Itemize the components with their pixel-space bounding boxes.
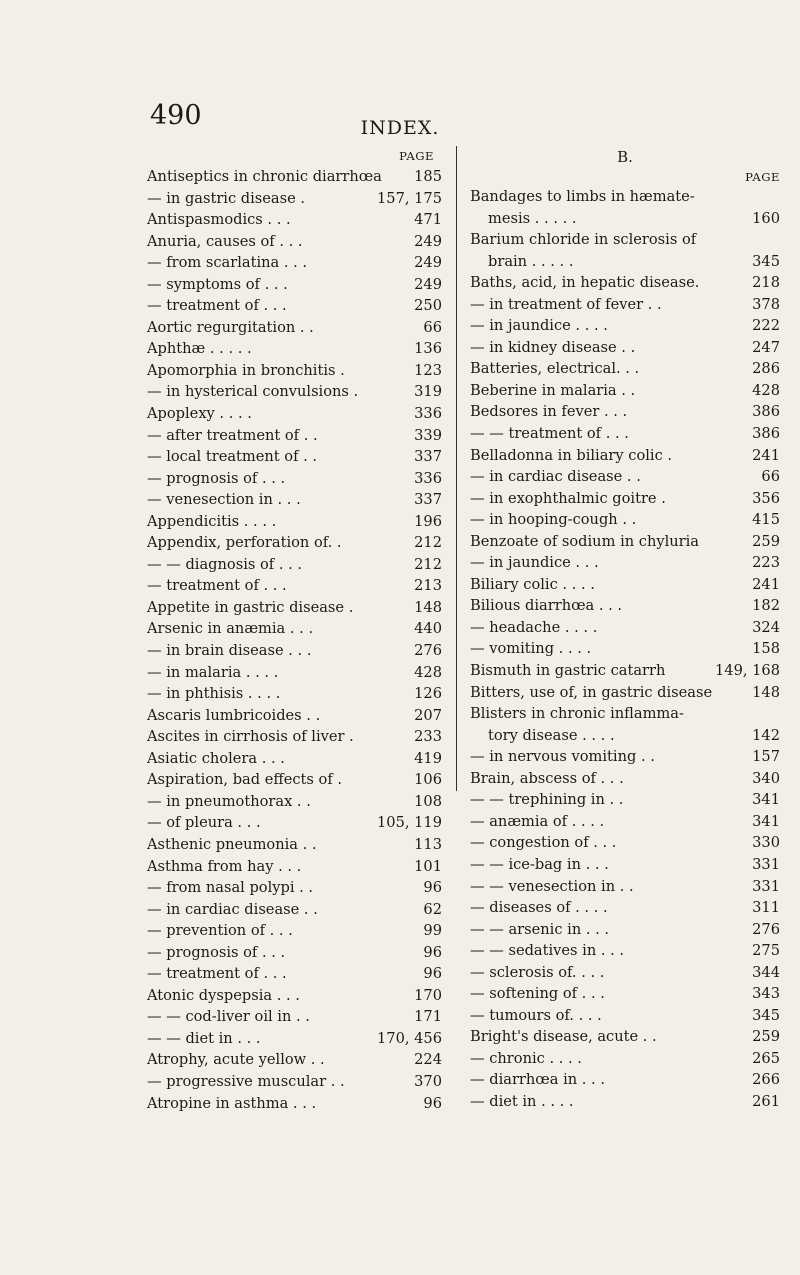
entry-page: 378 (752, 295, 780, 313)
left-index-column (147, 146, 442, 1114)
entry-text: — from scarlatina . . . (147, 254, 308, 272)
index-entry (470, 294, 780, 316)
entry-page: 428 (414, 663, 442, 681)
entry-text: — — diet in . . . (147, 1029, 261, 1047)
index-entry (147, 1071, 442, 1093)
entry-text: Asthenic pneumonia . . (147, 835, 317, 853)
index-entry (470, 445, 780, 467)
entry-page: 340 (752, 769, 780, 787)
entry-page: 428 (752, 381, 780, 399)
entry-page: 185 (414, 168, 442, 185)
entry-page: 343 (752, 985, 780, 1003)
entry-page: 96 (423, 943, 442, 961)
index-entry (147, 489, 442, 511)
entry-page: 96 (423, 965, 442, 983)
entry-text: — of pleura . . . (147, 814, 261, 832)
index-entry (470, 1091, 780, 1113)
index-entry (147, 899, 442, 921)
entry-text: — treatment of . . . (147, 297, 287, 315)
entry-page: 241 (752, 446, 780, 464)
entry-text: — — venesection in . . (470, 877, 634, 895)
index-entry (470, 574, 780, 596)
entry-page: 337 (414, 448, 442, 466)
entry-page: 265 (752, 1049, 780, 1067)
index-entry (147, 597, 442, 619)
entry-text: — headache . . . . (470, 618, 598, 636)
entry-text: mesis . . . . . (488, 209, 577, 227)
entry-page: 337 (414, 491, 442, 509)
entry-page: 259 (752, 532, 780, 550)
index-entry (470, 1048, 780, 1070)
entry-text: — diarrhœa in . . . (470, 1071, 605, 1089)
entry-page: 160 (752, 209, 780, 227)
index-entry (470, 768, 780, 790)
entry-page: 286 (752, 360, 780, 378)
index-entry (147, 360, 442, 382)
index-entry (147, 446, 442, 468)
index-entry (470, 358, 780, 380)
index-entry (470, 552, 780, 574)
entry-text: Beberine in malaria . . (470, 381, 636, 399)
index-entry (147, 791, 442, 813)
index-entry (147, 942, 442, 964)
index-entry (147, 1049, 442, 1071)
entry-page: 123 (414, 361, 442, 379)
entry-text: — local treatment of . . (147, 448, 318, 466)
entry-text: — diet in . . . . (470, 1092, 574, 1110)
index-entry (470, 315, 780, 337)
index-entry (147, 769, 442, 791)
entry-text: Biliary colic . . . . (470, 575, 595, 593)
right-index-column (470, 146, 780, 1113)
entry-page: 386 (752, 425, 780, 443)
entry-text: — in cardiac disease . . (147, 900, 318, 918)
section-letter: B. (617, 148, 633, 166)
entry-text: — treatment of . . . (147, 965, 287, 983)
index-entry: Barium chloride in sclerosis of (470, 231, 697, 249)
index-entry (470, 1005, 780, 1027)
index-entry (147, 662, 442, 684)
index-entry (147, 618, 442, 640)
entry-text: — symptoms of . . . (147, 275, 288, 293)
index-entry (147, 274, 442, 296)
entry-text: Aortic regurgitation . . (147, 318, 314, 336)
entry-page: 415 (752, 511, 780, 529)
entry-text: — after treatment of . . (147, 426, 318, 444)
index-entry (470, 466, 780, 488)
index-entry (470, 638, 780, 660)
entry-text: — in hooping-cough . . (470, 511, 637, 529)
entry-text: — venesection in . . . (147, 491, 301, 509)
entry-page: 266 (752, 1071, 780, 1089)
index-entry (470, 811, 780, 833)
entry-page: 101 (414, 857, 442, 875)
index-entry (147, 425, 442, 447)
index-entry (147, 705, 442, 727)
entry-text: — progressive muscular . . (147, 1072, 345, 1090)
entry-page: 344 (752, 963, 780, 981)
entry-page: 471 (414, 211, 442, 229)
entry-page: 247 (752, 338, 780, 356)
entry-text: Aphthæ . . . . . (147, 340, 252, 358)
index-entry (147, 575, 442, 597)
entry-text: Atrophy, acute yellow . . (147, 1051, 325, 1069)
entry-page: 66 (423, 318, 442, 336)
entry-text: Baths, acid, in hepatic disease. (470, 274, 700, 292)
entry-text: Appendicitis . . . . (147, 512, 277, 530)
entry-text: — prevention of . . . (147, 922, 293, 940)
entry-text: — — cod-liver oil in . . (147, 1008, 310, 1026)
index-entry (147, 338, 442, 360)
entry-page: 249 (414, 254, 442, 272)
entry-page: 99 (423, 922, 442, 940)
entry-page: 345 (752, 1006, 780, 1024)
index-entry-continuation (470, 725, 780, 747)
index-entry (470, 595, 780, 617)
entry-text: — in treatment of fever . . (470, 295, 662, 313)
entry-page: 182 (752, 597, 780, 615)
entry-page: 356 (752, 489, 780, 507)
index-entry (470, 423, 780, 445)
index-entry (147, 295, 442, 317)
entry-page: 440 (414, 620, 442, 638)
entry-text: Ascites in cirrhosis of liver . (147, 728, 354, 746)
index-entry (470, 1069, 780, 1091)
index-entry (470, 617, 780, 639)
index-entry (147, 920, 442, 942)
page-number: 490 (150, 100, 202, 131)
index-entry (147, 877, 442, 899)
left-entry-list (147, 166, 442, 1114)
entry-page: 126 (414, 685, 442, 703)
entry-page: 233 (414, 728, 442, 746)
entry-page: 339 (414, 426, 442, 444)
entry-page: 275 (752, 942, 780, 960)
index-entry (147, 812, 442, 834)
entry-page: 148 (414, 598, 442, 616)
entry-page: 386 (752, 403, 780, 421)
entry-text: — chronic . . . . (470, 1049, 582, 1067)
entry-page: 207 (414, 706, 442, 724)
entry-text: — in exophthalmic goitre . (470, 489, 666, 507)
index-entry (470, 983, 780, 1005)
entry-page: 196 (414, 512, 442, 530)
entry-page: 324 (752, 618, 780, 636)
entry-text: — prognosis of . . . (147, 469, 286, 487)
entry-text: Appetite in gastric disease . (147, 598, 354, 616)
index-entry (147, 381, 442, 403)
entry-text: Bismuth in gastric catarrh (470, 662, 666, 680)
index-entry (470, 940, 780, 962)
index-entry (147, 166, 442, 188)
entry-text: Apoplexy . . . . (147, 405, 252, 423)
entry-page: 341 (752, 791, 780, 809)
entry-page: 259 (752, 1028, 780, 1046)
entry-page: 158 (752, 640, 780, 658)
index-entry (147, 231, 442, 253)
entry-page: 345 (752, 252, 780, 270)
index-entry (147, 1006, 442, 1028)
index-entry (147, 1028, 442, 1050)
entry-page: 148 (752, 683, 780, 701)
entry-text: Batteries, electrical. . . (470, 360, 640, 378)
index-entry (147, 856, 442, 878)
index-entry (470, 660, 780, 682)
entry-text: Anuria, causes of . . . (147, 232, 303, 250)
entry-page: 331 (752, 877, 780, 895)
index-entry (470, 854, 780, 876)
entry-page: 171 (414, 1008, 442, 1026)
entry-page: 223 (752, 554, 780, 572)
entry-page: 136 (414, 340, 442, 358)
entry-text: Aspiration, bad effects of . (147, 771, 343, 789)
index-entry (470, 746, 780, 768)
right-entry-list-a (470, 272, 780, 703)
index-entry (147, 640, 442, 662)
index-entry (147, 985, 442, 1007)
right-entry-list-b (470, 746, 780, 1112)
entry-page: 62 (423, 900, 442, 918)
entry-text: brain . . . . . (488, 252, 574, 270)
entry-text: — from nasal polypi . . (147, 879, 314, 897)
entry-page: 224 (414, 1051, 442, 1069)
entry-page: 330 (752, 834, 780, 852)
entry-text: Appendix, perforation of. . (147, 534, 342, 552)
index-entry (147, 554, 442, 576)
entry-page: 108 (414, 792, 442, 810)
index-entry (147, 468, 442, 490)
entry-text: Benzoate of sodium in chyluria (470, 532, 699, 550)
entry-page: 336 (414, 469, 442, 487)
index-entry: Bandages to limbs in hæmate- (470, 188, 695, 205)
index-entry (470, 919, 780, 941)
index-entry (147, 1093, 442, 1115)
index-entry (147, 683, 442, 705)
entry-text: — in phthisis . . . . (147, 685, 281, 703)
entry-text: — in malaria . . . . (147, 663, 279, 681)
entry-text: Bedsores in fever . . . (470, 403, 628, 421)
index-entry-continuation (470, 251, 780, 273)
entry-page: 157 (752, 748, 780, 766)
entry-text: — in brain disease . . . (147, 642, 312, 660)
entry-page: 218 (752, 274, 780, 292)
index-entry (147, 209, 442, 231)
index-entry-continuation (470, 208, 780, 230)
entry-page: 66 (761, 468, 780, 486)
index-entry (147, 963, 442, 985)
index-entry (147, 252, 442, 274)
entry-text: — tumours of. . . . (470, 1006, 602, 1024)
index-entry: Blisters in chronic inflamma- (470, 705, 684, 723)
index-entry (470, 531, 780, 553)
entry-text: Ascaris lumbricoides . . (147, 706, 321, 724)
entry-page: 249 (414, 275, 442, 293)
entry-page: 149, 168 (715, 662, 780, 680)
entry-page: 96 (423, 879, 442, 897)
entry-page: 213 (414, 577, 442, 595)
entry-text: Arsenic in anæmia . . . (147, 620, 314, 638)
entry-page: 419 (414, 749, 442, 767)
entry-page: 261 (752, 1092, 780, 1110)
entry-text: Apomorphia in bronchitis . (147, 361, 345, 379)
entry-text: Bright's disease, acute . . (470, 1028, 657, 1046)
index-entry (470, 272, 780, 294)
column-divider (456, 146, 457, 791)
entry-text: — in hysterical convulsions . (147, 383, 359, 401)
entry-text: — in nervous vomiting . . (470, 748, 655, 766)
index-entry (147, 834, 442, 856)
index-entry (470, 488, 780, 510)
index-entry (470, 1026, 780, 1048)
entry-text: — congestion of . . . (470, 834, 617, 852)
entry-page: 336 (414, 405, 442, 423)
entry-text: Bilious diarrhœa . . . (470, 597, 623, 615)
entry-text: — softening of . . . (470, 985, 605, 1003)
entry-text: tory disease . . . . (488, 726, 615, 744)
entry-text: — — ice-bag in . . . (470, 855, 609, 873)
index-entry (147, 188, 442, 210)
entry-text: Bitters, use of, in gastric disease (470, 683, 713, 701)
index-entry (147, 511, 442, 533)
page-column-label: PAGE (745, 170, 780, 184)
entry-text: Atonic dyspepsia . . . (147, 986, 300, 1004)
entry-page: 212 (414, 555, 442, 573)
entry-page: 170, 456 (377, 1029, 442, 1047)
entry-text: — in pneumothorax . . (147, 792, 311, 810)
entry-page: 241 (752, 575, 780, 593)
entry-text: — diseases of . . . . (470, 899, 608, 917)
entry-text: — sclerosis of. . . . (470, 963, 605, 981)
entry-page: 105, 119 (377, 814, 442, 832)
entry-page: 113 (414, 835, 442, 853)
index-entry (147, 403, 442, 425)
index-entry (470, 789, 780, 811)
index-entry (470, 337, 780, 359)
entry-text: Atropine in asthma . . . (147, 1094, 317, 1112)
entry-text: — anæmia of . . . . (470, 812, 605, 830)
entry-text: — — treatment of . . . (470, 425, 629, 443)
index-entry (470, 897, 780, 919)
entry-page: 142 (752, 726, 780, 744)
entry-text: — treatment of . . . (147, 577, 287, 595)
entry-page: 276 (414, 642, 442, 660)
index-entry (147, 532, 442, 554)
entry-text: — prognosis of . . . (147, 943, 286, 961)
entry-page: 276 (752, 920, 780, 938)
entry-text: — in cardiac disease . . (470, 468, 641, 486)
entry-text: Asiatic cholera . . . (147, 749, 285, 767)
entry-text: — — sedatives in . . . (470, 942, 625, 960)
entry-page: 319 (414, 383, 442, 401)
entry-page: 341 (752, 812, 780, 830)
index-entry (470, 380, 780, 402)
index-entry (470, 962, 780, 984)
entry-page: 96 (423, 1094, 442, 1112)
entry-page: 249 (414, 232, 442, 250)
index-entry (147, 748, 442, 770)
index-entry (470, 509, 780, 531)
entry-text: Brain, abscess of . . . (470, 769, 624, 787)
index-entry (470, 682, 780, 704)
entry-page: 222 (752, 317, 780, 335)
entry-text: — — arsenic in . . . (470, 920, 610, 938)
entry-page: 212 (414, 534, 442, 552)
entry-page: 170 (414, 986, 442, 1004)
entry-page: 157, 175 (377, 189, 442, 207)
index-entry (470, 832, 780, 854)
entry-text: — — diagnosis of . . . (147, 555, 303, 573)
index-entry (470, 876, 780, 898)
entry-text: Asthma from hay . . . (147, 857, 302, 875)
entry-text: — in gastric disease . (147, 189, 306, 207)
entry-page: 370 (414, 1072, 442, 1090)
index-entry (147, 317, 442, 339)
entry-text: — in kidney disease . . (470, 338, 636, 356)
running-title: INDEX. (360, 117, 440, 139)
index-entry (470, 401, 780, 423)
index-entry (147, 726, 442, 748)
entry-text: — in jaundice . . . (470, 554, 599, 572)
entry-text: — in jaundice . . . . (470, 317, 608, 335)
entry-text: Antiseptics in chronic diarrhœa (147, 168, 382, 185)
entry-page: 331 (752, 855, 780, 873)
entry-page: 250 (414, 297, 442, 315)
entry-text: Belladonna in biliary colic . (470, 446, 673, 464)
entry-text: Antispasmodics . . . (147, 211, 291, 229)
entry-text: — — trephining in . . (470, 791, 624, 809)
entry-page: 311 (752, 899, 780, 917)
page-column-label: PAGE (399, 149, 434, 163)
entry-text: — vomiting . . . . (470, 640, 592, 658)
entry-page: 106 (414, 771, 442, 789)
